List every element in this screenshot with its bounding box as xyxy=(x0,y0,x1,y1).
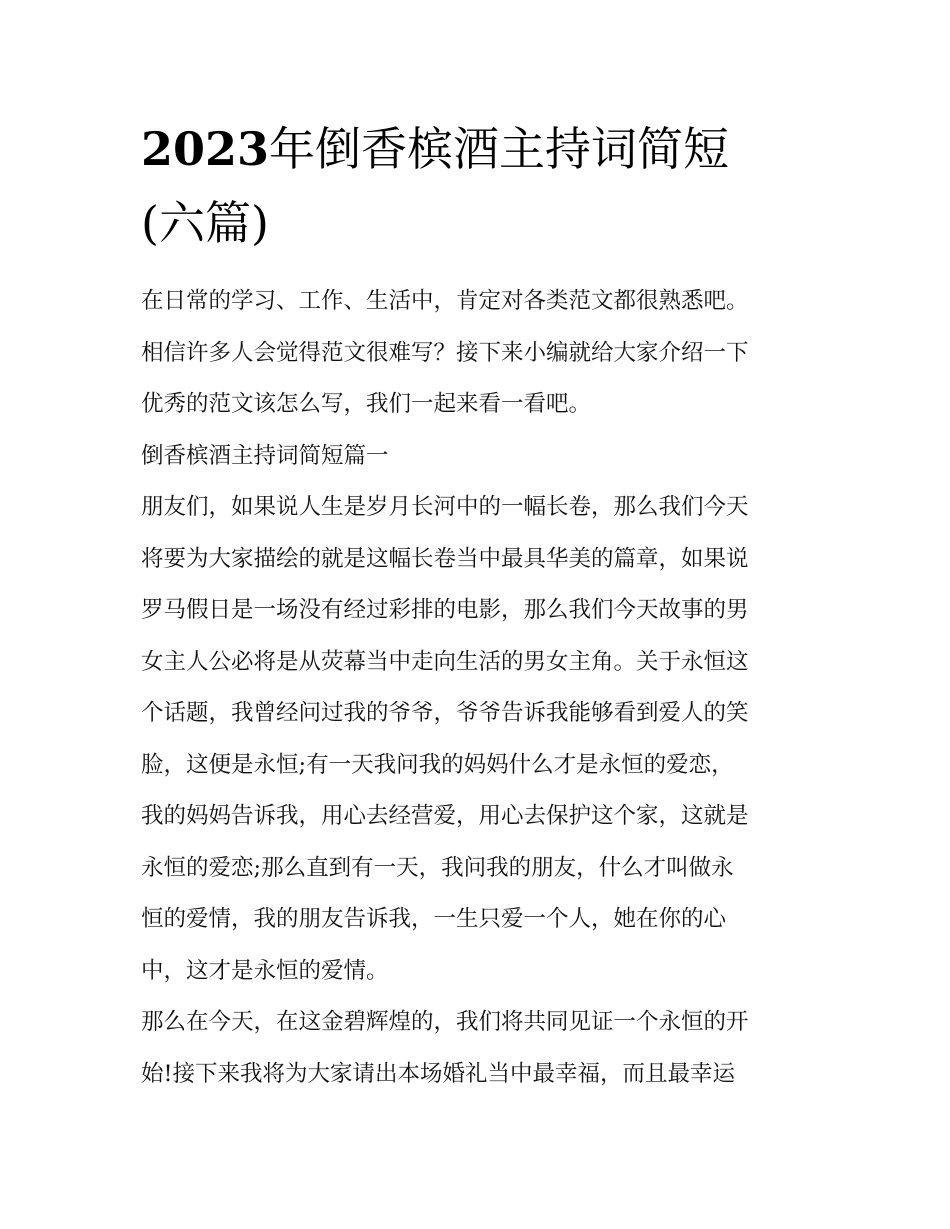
paragraph-line: 朋友们，如果说人生是岁月长河中的一幅长卷，那么我们今天 xyxy=(141,494,749,520)
paragraph-line: 将要为大家描绘的就是这幅长卷当中最具华美的篇章，如果说 xyxy=(141,545,749,572)
paragraph-line: 永恒的爱恋;那么直到有一天，我问我的朋友，什么才叫做永 xyxy=(141,854,734,881)
title-text: 年倒香槟酒主持词简短 xyxy=(269,122,730,176)
title-subtitle: (六篇) xyxy=(141,196,269,250)
intro-line: 相信许多人会觉得范文很难写？接下来小编就给大家介绍一下 xyxy=(141,339,749,366)
paragraph-line: 女主人公必将是从荧幕当中走向生活的男女主角。关于永恒这 xyxy=(141,648,749,675)
paragraph-line: 脸，这便是永恒;有一天我问我的妈妈什么才是永恒的爱恋， xyxy=(141,751,734,778)
intro-line: 优秀的范文该怎么写，我们一起来看一看吧。 xyxy=(141,391,592,417)
paragraph-line: 恒的爱情，我的朋友告诉我，一生只爱一个人，她在你的心 xyxy=(141,906,727,932)
paragraph-line: 我的妈妈告诉我，用心去经营爱，用心去保护这个家，这就是 xyxy=(141,803,749,829)
paragraph-line: 个话题，我曾经问过我的爷爷，爷爷告诉我能够看到爱人的笑 xyxy=(141,700,749,726)
paragraph-line: 中，这才是永恒的爱情。 xyxy=(141,957,389,984)
document-page xyxy=(141,112,821,1100)
section-heading: 倒香槟酒主持词简短篇一 xyxy=(141,442,389,469)
intro-paragraph xyxy=(141,276,821,431)
document-title xyxy=(141,112,821,260)
paragraph-line: 那么在今天，在这金碧辉煌的，我们将共同见证一个永恒的开 xyxy=(141,1009,749,1035)
body-paragraph-1 xyxy=(141,482,821,997)
title-year: 2023 xyxy=(141,122,270,176)
intro-line: 在日常的学习、工作、生活中，肯定对各类范文都很熟悉吧。 xyxy=(141,288,749,314)
body-paragraph-2 xyxy=(141,997,821,1100)
paragraph-line: 罗马假日是一场没有经过彩排的电影，那么我们今天故事的男 xyxy=(141,597,749,623)
paragraph-line: 始!接下来我将为大家请出本场婚礼当中最幸福，而且最幸运 xyxy=(141,1060,736,1087)
